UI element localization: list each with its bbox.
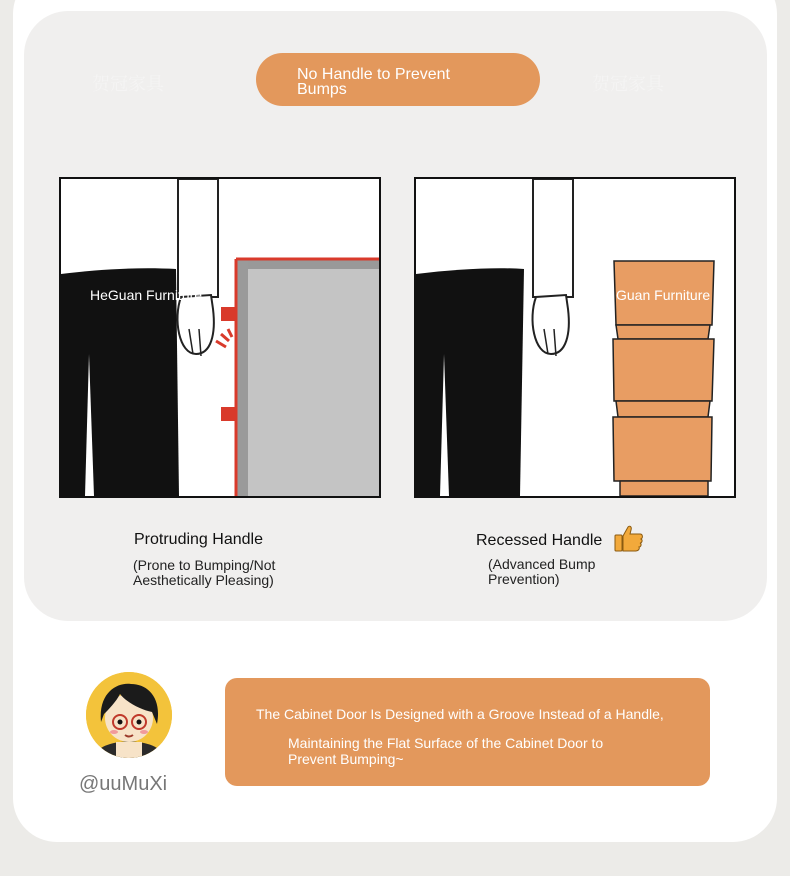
- panel-watermark-left: HeGuan Furniture: [90, 287, 203, 303]
- recessed-handle-title: Recessed Handle: [476, 532, 603, 549]
- title-pill: [256, 53, 540, 106]
- recessed-handle-subtitle: (Advanced Bump Prevention): [488, 556, 596, 587]
- protruding-handle-illustration: [59, 177, 381, 498]
- watermark-right: 贺冠家具: [592, 74, 664, 94]
- protruding-handle-title: Protruding Handle: [134, 531, 263, 548]
- title-pill-text: No Handle to Prevent Bumps: [297, 66, 450, 98]
- comment-line-1: The Cabinet Door Is Designed with a Groove Instead of a Handle,: [256, 706, 664, 722]
- recessed-handle-illustration: [414, 177, 736, 498]
- thumbs-up-icon: [614, 524, 644, 557]
- protruding-handle-subtitle: (Prone to Bumping/Not Aesthetically Pleasing): [133, 557, 276, 588]
- watermark-left: 贺冠家具: [92, 74, 164, 94]
- panel-watermark-right: Guan Furniture: [616, 287, 711, 303]
- avatar: [86, 672, 172, 758]
- username-handle: @uuMuXi: [79, 773, 168, 795]
- comment-bubble: [225, 678, 710, 786]
- comment-line-2: Maintaining the Flat Surface of the Cabinet Door to Prevent Bumping~: [288, 735, 604, 767]
